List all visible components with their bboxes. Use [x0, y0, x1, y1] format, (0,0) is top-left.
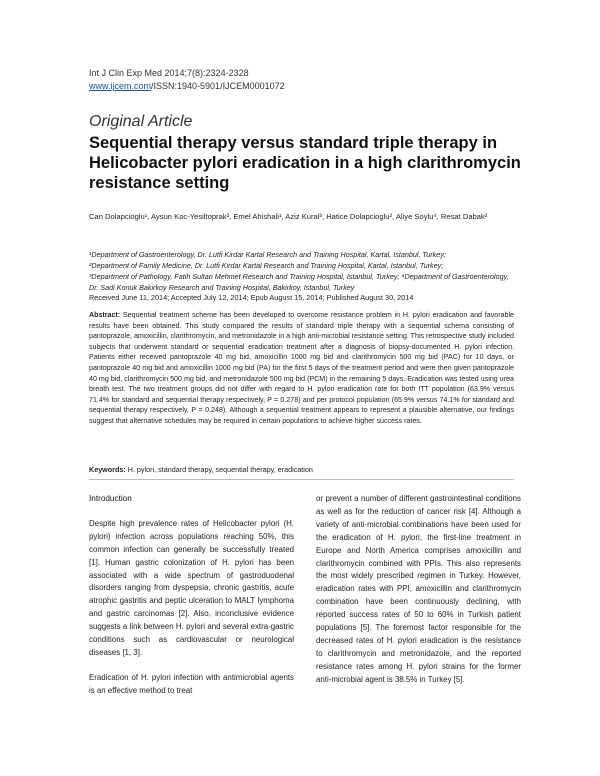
affiliations	[89, 249, 519, 293]
intro-paragraph-2: Eradication of H. pylori infection with antimicrobial agents is an effective method to treat	[89, 672, 294, 695]
intro-paragraph-1: Despite high prevalence rates of Helicobacter pylori (H. pylori) infection across populations reaching 50%, this common infection can generally be successfully treated [1]. Human gastric colonization of H. pylori has been associated with a wide spectrum of gastroduodenal disorders ranging from dyspepsia, chronic gastritis, acute atrophic gastritis and peptic ulceration to MALT lymphoma and gastric carcinomas [2]. Also, inconclusive evidence suggests a link between H. pylori and several extra-gastric conditions such as cardiovascular or neurological diseases [1, 3].	[89, 518, 294, 657]
journal-issn: /ISSN:1940-5901/IJCEM0001072	[151, 81, 285, 91]
section-divider	[89, 479, 514, 480]
section-label: Original Article	[89, 113, 193, 130]
abstract-label: Abstract:	[89, 311, 121, 319]
abstract	[89, 310, 514, 427]
keywords-text: H. pylori, standard therapy, sequential therapy, eradication	[127, 465, 313, 474]
article-title: Sequential therapy versus standard triple therapy in Helicobacter pylori eradication in a high clarithromycin resistance setting	[89, 134, 521, 192]
journal-citation: Int J Clin Exp Med 2014;7(8):2324-2328	[89, 68, 249, 78]
affiliation-3: ³Department of Pathology, Fatih Sultan Mehmet Research and Training Hospital, Istanbul, Turkey; ⁴Department of Gastroenterology, Dr. Sadi Konuk Bakirkoy Research and Training Hospital, Bakirkoy, Istanbul, Turkey	[89, 272, 509, 292]
abstract-text: Sequential treatment scheme has been developed to overcome resistance problem in H. pylori eradication and favorable results have been obtained. This study compared the results of standard triple therapy with a sequential schema consisting of pantoprazole, amoxicillin, clarithromycin, and metronidazole in a high anti-microbial resistance setting. This retrospective study included subjects that underwent standard or sequential eradication treatment after a diagnosis of biopsy-documented H. pylori infection. Patients either received pantoprazole 40 mg bid, amoxicillin 1000 mg bid and clarithromycin 500 mg bid (PAC) for 10 days, or pantoprazole 40 mg bid and amoxicillin 1000 mg bid (PA) for the first 5 days of the treatment period and were then given pantoprazole 40 mg bid, clarithromycin 500 mg bid, and metronidazole 500 mg bid (PCM) in the remaining 5 days. Eradication was tested using urea breath test. The two treatment groups did not differ with regard to H. pylori eradication rate for both ITT population (63.9% versus 71.4% for standard and sequential therapy respectively, P = 0.278) and per protocol population (65.9% versus 74.1% for standard and sequential therapy respectively, P = 0.248). Although a sequential treatment appears to represent a plausible alternative, our findings suggest that alternative schedules may be required in certain populations to achieve higher success rates.	[89, 311, 514, 425]
journal-url-link[interactable]: www.ijcem.com	[89, 81, 152, 91]
author-list: Can Dolapcioglu¹, Aysun Koc-Yesiltoprak², Emel Ahishali¹, Aziz Kural³, Hatice Dolapcioglu², Aliye Soylu⁴, Resat Dabak²	[89, 212, 488, 221]
intro-paragraph-3: or prevent a number of different gastrointestinal conditions as well as for the reduction of cancer risk [4]. Although a variety of anti-microbial combinations have been used for the eradication of H. pylori, the first-line treatment in Europe and North America comprises amoxicillin and clarithromycin combined with PPIs. This also represents the most widely prescribed regimen in Turkey. However, eradication rates with PPI, amoxicillin and clarithromycin combination have been continuously declining, with reported success rates of 50 to 60% in Turkish patient populations [5]. The foremost factor responsible for the decreased rates of H. pylori eradication is the resistance to clarithromycin and metronidazole, and the reported resistance rates among H. pylori strains for the former anti-microbial agent is 38.5% in Turkey [5].	[316, 494, 521, 684]
keywords-label: Keywords:	[89, 465, 126, 474]
received-dates: Received June 11, 2014; Accepted July 12, 2014; Epub August 15, 2014; Published August 30, 2014	[89, 293, 414, 302]
keywords	[89, 465, 313, 474]
affiliation-1: ¹Department of Gastroenterology, Dr. Lutfi Kirdar Kartal Research and Training Hospital, Kartal, Istanbul, Turkey;	[89, 250, 446, 259]
affiliation-2: ²Department of Family Medicine, Dr. Lutfi Kirdar Kartal Research and Training Hospital, Kartal, Istanbul, Turkey;	[89, 261, 444, 270]
right-column	[316, 493, 521, 687]
journal-url-line	[89, 80, 285, 93]
journal-header	[89, 67, 285, 93]
intro-heading: Introduction	[89, 494, 132, 503]
left-column	[89, 493, 294, 698]
